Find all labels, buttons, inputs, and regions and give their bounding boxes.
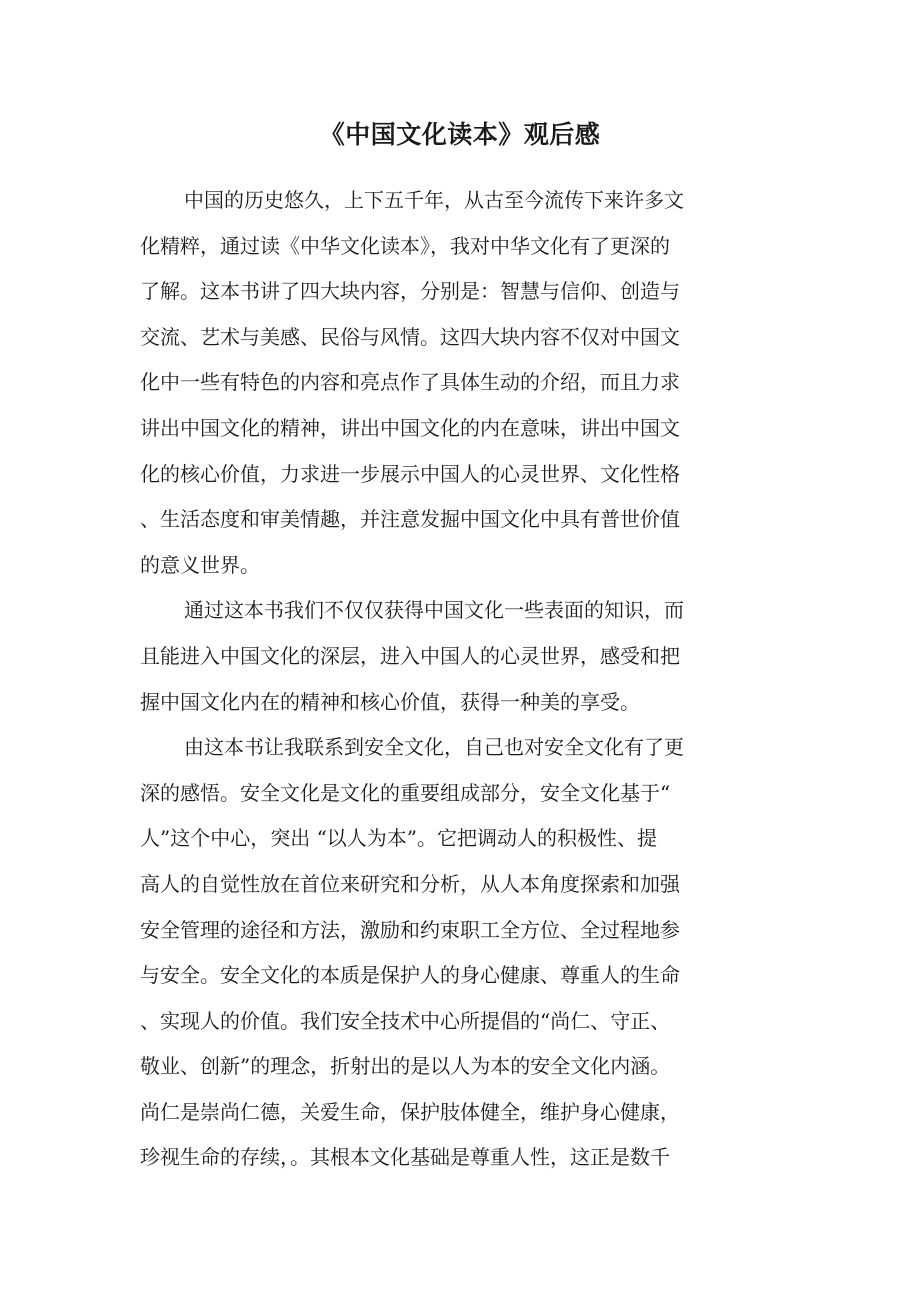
paragraph-line: 且能进入中国文化的深层，进入中国人的心灵世界，感受和把	[140, 643, 680, 668]
paragraph-line: 高人的自觉性放在首位来研究和分析，从人本角度探索和加强	[140, 871, 680, 896]
paragraph-line: 与安全。安全文化的本质是保护人的身心健康、尊重人的生命	[140, 963, 680, 988]
paragraph-line: 尚仁是崇尚仁德，关爱生命，保护肢体健全，维护身心健康，	[140, 1099, 680, 1124]
paragraph-line: 人”这个中心，突出 “以人为本”。它把调动人的积极性、提	[140, 826, 658, 851]
paragraph-line: 安全管理的途径和方法，激励和约束职工全方位、全过程地参	[140, 917, 680, 942]
paragraph-line: 珍视生命的存续，。其根本文化基础是尊重人性，这正是数千	[140, 1145, 670, 1170]
paragraph-line: 深的感悟。安全文化是文化的重要组成部分，安全文化基于“	[140, 780, 671, 805]
document-title: 《中国文化读本》观后感	[319, 120, 601, 149]
paragraph-line: 、生活态度和审美情趣，并注意发掘中国文化中具有普世价值	[140, 507, 680, 532]
paragraph-line: 通过这本书我们不仅仅获得中国文化一些表面的知识，而	[184, 598, 684, 623]
paragraph-line: 了解。这本书讲了四大块内容，分别是：智慧与信仰、创造与	[140, 279, 680, 304]
paragraph-line: 的意义世界。	[140, 552, 260, 577]
paragraph-line: 交流、艺术与美感、民俗与风情。这四大块内容不仅对中国文	[140, 324, 680, 349]
paragraph-line: 由这本书让我联系到安全文化，自己也对安全文化有了更	[184, 735, 684, 760]
paragraph-line: 化精粹，通过读《中华文化读本》，我对中华文化有了更深的	[140, 233, 670, 258]
paragraph-line: 握中国文化内在的精神和核心价值，获得一种美的享受。	[140, 689, 640, 714]
paragraph-line: 中国的历史悠久，上下五千年，从古至今流传下来许多文	[184, 188, 684, 212]
paragraph-line: 敬业、创新”的理念，折射出的是以人为本的安全文化内涵。	[140, 1054, 671, 1079]
paragraph-line: 化中一些有特色的内容和亮点作了具体生动的介绍，而且力求	[140, 370, 680, 395]
paragraph-line: 化的核心价值，力求进一步展示中国人的心灵世界、文化性格	[140, 461, 680, 486]
paragraph-line: 讲出中国文化的精神，讲出中国文化的内在意味，讲出中国文	[140, 415, 680, 440]
paragraph-line: 、实现人的价值。我们安全技术中心所提倡的“尚仁、守正、	[140, 1008, 671, 1033]
document-body	[140, 178, 780, 1181]
